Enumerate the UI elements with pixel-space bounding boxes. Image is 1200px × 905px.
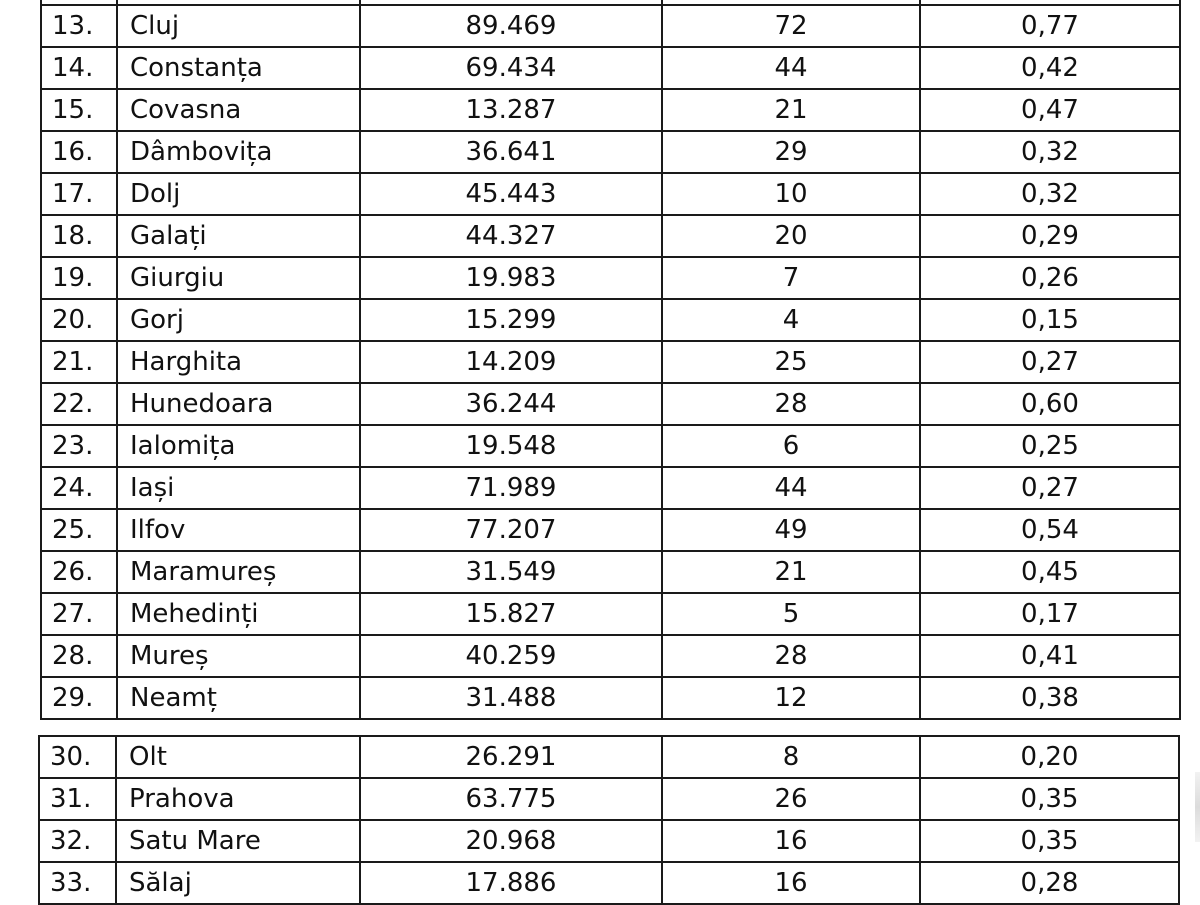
table-row xyxy=(41,383,1180,425)
county-name: Giurgiu xyxy=(117,257,360,299)
ratio-value: 0,26 xyxy=(920,257,1180,299)
county-name: Satu Mare xyxy=(116,820,360,862)
row-number: 21. xyxy=(41,341,117,383)
table-row xyxy=(41,677,1180,719)
units-count: 7 xyxy=(662,257,920,299)
units-count: 10 xyxy=(662,173,920,215)
table-row xyxy=(39,862,1179,904)
row-number: 19. xyxy=(41,257,117,299)
table-row xyxy=(39,820,1179,862)
population-value: 44.327 xyxy=(360,215,662,257)
county-name: Dâmbovița xyxy=(117,131,360,173)
county-name: Constanța xyxy=(117,47,360,89)
population-value: 13.287 xyxy=(360,89,662,131)
units-count: 5 xyxy=(662,593,920,635)
county-table-top xyxy=(40,0,1181,720)
county-name: Harghita xyxy=(117,341,360,383)
county-name: Gorj xyxy=(117,299,360,341)
population-value: 63.775 xyxy=(360,778,662,820)
row-number: 13. xyxy=(41,5,117,47)
ratio-value: 0,38 xyxy=(920,677,1180,719)
row-number: 23. xyxy=(41,425,117,467)
units-count: 16 xyxy=(662,820,920,862)
population-value: 77.207 xyxy=(360,509,662,551)
population-value: 15.299 xyxy=(360,299,662,341)
units-count: 8 xyxy=(662,736,920,778)
population-value: 15.827 xyxy=(360,593,662,635)
table-row xyxy=(41,635,1180,677)
population-value: 26.291 xyxy=(360,736,662,778)
row-number: 15. xyxy=(41,89,117,131)
units-count: 12 xyxy=(662,677,920,719)
row-number: 22. xyxy=(41,383,117,425)
county-name: Olt xyxy=(116,736,360,778)
units-count: 28 xyxy=(662,383,920,425)
table-row xyxy=(41,299,1180,341)
population-value: 40.259 xyxy=(360,635,662,677)
table-row xyxy=(41,215,1180,257)
ratio-value: 0,47 xyxy=(920,89,1180,131)
table-row xyxy=(39,778,1179,820)
table-body-top xyxy=(41,0,1180,719)
units-count: 26 xyxy=(662,778,920,820)
population-value: 89.469 xyxy=(360,5,662,47)
row-number: 24. xyxy=(41,467,117,509)
population-value: 45.443 xyxy=(360,173,662,215)
row-number: 29. xyxy=(41,677,117,719)
ratio-value: 0,32 xyxy=(920,173,1180,215)
ratio-value: 0,35 xyxy=(920,778,1179,820)
table-row xyxy=(41,257,1180,299)
county-table-bottom xyxy=(38,735,1180,905)
ratio-value: 0,27 xyxy=(920,341,1180,383)
county-name: Maramureș xyxy=(117,551,360,593)
table-row xyxy=(41,509,1180,551)
table-row xyxy=(41,173,1180,215)
population-value: 19.983 xyxy=(360,257,662,299)
units-count: 25 xyxy=(662,341,920,383)
county-name: Ilfov xyxy=(117,509,360,551)
row-number: 31. xyxy=(39,778,116,820)
table-row xyxy=(41,47,1180,89)
population-value: 71.989 xyxy=(360,467,662,509)
population-value: 14.209 xyxy=(360,341,662,383)
population-value: 20.968 xyxy=(360,820,662,862)
ratio-value: 0,35 xyxy=(920,820,1179,862)
table-row xyxy=(41,131,1180,173)
row-number: 14. xyxy=(41,47,117,89)
ratio-value: 0,60 xyxy=(920,383,1180,425)
units-count: 6 xyxy=(662,425,920,467)
ratio-value: 0,54 xyxy=(920,509,1180,551)
units-count: 20 xyxy=(662,215,920,257)
units-count: 49 xyxy=(662,509,920,551)
ratio-value: 0,27 xyxy=(920,467,1180,509)
county-name: Cluj xyxy=(117,5,360,47)
row-number: 16. xyxy=(41,131,117,173)
county-name: Neamț xyxy=(117,677,360,719)
county-name: Mehedinți xyxy=(117,593,360,635)
ratio-value: 0,29 xyxy=(920,215,1180,257)
units-count: 4 xyxy=(662,299,920,341)
population-value: 31.549 xyxy=(360,551,662,593)
ratio-value: 0,45 xyxy=(920,551,1180,593)
table-body-bottom xyxy=(39,736,1179,904)
ratio-value: 0,15 xyxy=(920,299,1180,341)
row-number: 32. xyxy=(39,820,116,862)
county-name: Mureș xyxy=(117,635,360,677)
county-name: Galați xyxy=(117,215,360,257)
ratio-value: 0,20 xyxy=(920,736,1179,778)
row-number: 20. xyxy=(41,299,117,341)
ratio-value: 0,28 xyxy=(920,862,1179,904)
ratio-value: 0,41 xyxy=(920,635,1180,677)
row-number: 33. xyxy=(39,862,116,904)
table-row xyxy=(41,5,1180,47)
table-row xyxy=(41,89,1180,131)
units-count: 44 xyxy=(662,47,920,89)
table-row xyxy=(41,551,1180,593)
table-row xyxy=(41,593,1180,635)
units-count: 29 xyxy=(662,131,920,173)
county-name: Prahova xyxy=(116,778,360,820)
county-name: Iași xyxy=(117,467,360,509)
table-row xyxy=(41,341,1180,383)
county-name: Hunedoara xyxy=(117,383,360,425)
population-value: 36.244 xyxy=(360,383,662,425)
ratio-value: 0,25 xyxy=(920,425,1180,467)
row-number: 25. xyxy=(41,509,117,551)
units-count: 21 xyxy=(662,551,920,593)
county-name: Sălaj xyxy=(116,862,360,904)
ratio-value: 0,32 xyxy=(920,131,1180,173)
table-row xyxy=(41,467,1180,509)
county-name: Ialomița xyxy=(117,425,360,467)
population-value: 36.641 xyxy=(360,131,662,173)
row-number: 27. xyxy=(41,593,117,635)
county-name: Dolj xyxy=(117,173,360,215)
ratio-value: 0,42 xyxy=(920,47,1180,89)
county-name: Covasna xyxy=(117,89,360,131)
table-row xyxy=(39,736,1179,778)
population-value: 69.434 xyxy=(360,47,662,89)
ratio-value: 0,17 xyxy=(920,593,1180,635)
page-edge-shadow xyxy=(1195,772,1200,842)
population-value: 17.886 xyxy=(360,862,662,904)
row-number: 17. xyxy=(41,173,117,215)
units-count: 44 xyxy=(662,467,920,509)
units-count: 28 xyxy=(662,635,920,677)
population-value: 19.548 xyxy=(360,425,662,467)
table-row xyxy=(41,425,1180,467)
row-number: 26. xyxy=(41,551,117,593)
units-count: 72 xyxy=(662,5,920,47)
row-number: 18. xyxy=(41,215,117,257)
row-number: 30. xyxy=(39,736,116,778)
population-value: 31.488 xyxy=(360,677,662,719)
units-count: 21 xyxy=(662,89,920,131)
units-count: 16 xyxy=(662,862,920,904)
ratio-value: 0,77 xyxy=(920,5,1180,47)
row-number: 28. xyxy=(41,635,117,677)
